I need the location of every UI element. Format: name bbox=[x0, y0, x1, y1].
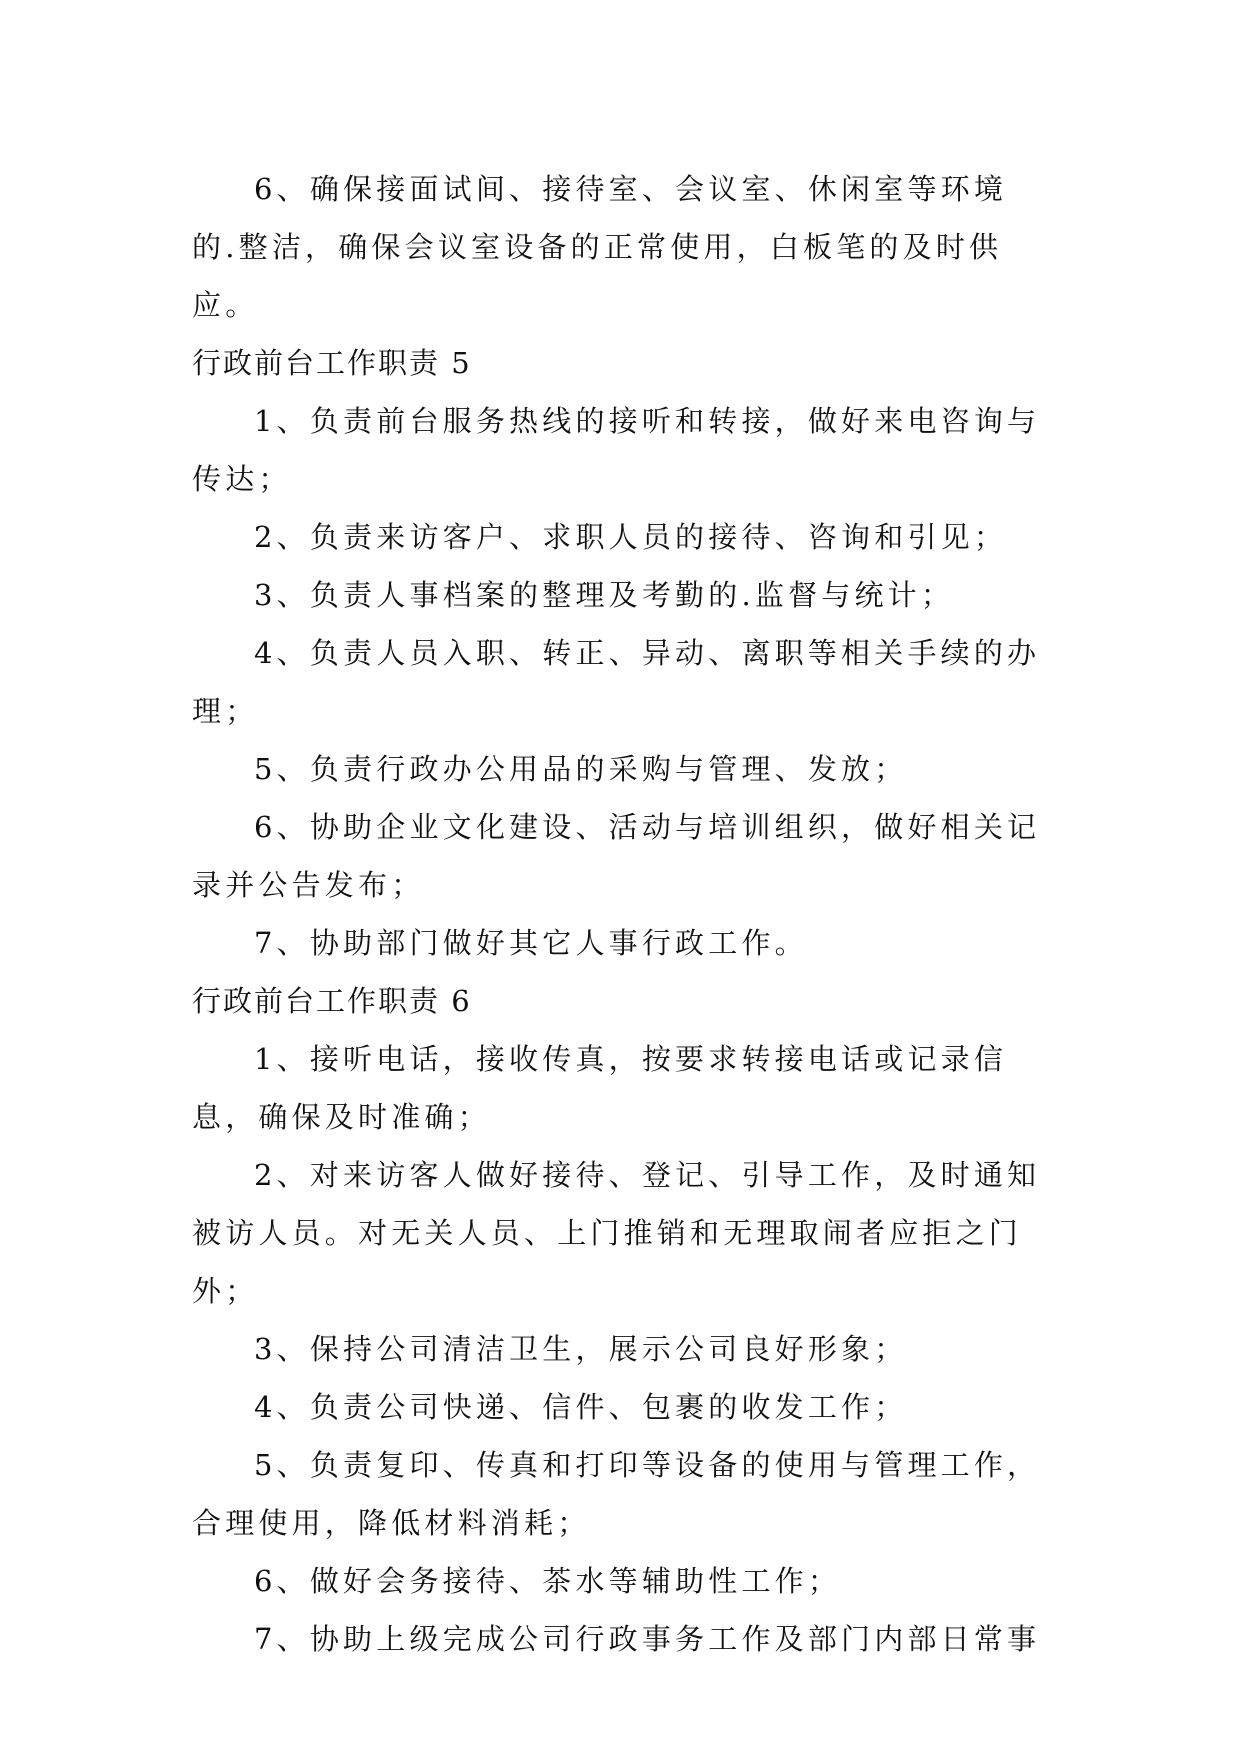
paragraph: 4、负责人员入职、转正、异动、离职等相关手续的办理； bbox=[192, 636, 1041, 728]
paragraph: 3、负责人事档案的整理及考勤的.监督与统计； bbox=[254, 578, 955, 612]
paragraph: 2、对来访客人做好接待、登记、引导工作，及时通知被访人员。对无关人员、上门推销和无理取闹者应拒之门外； bbox=[192, 1158, 1041, 1308]
paragraph: 5、负责复印、传真和打印等设备的使用与管理工作，合理使用，降低材料消耗； bbox=[192, 1448, 1041, 1540]
paragraph: 7、协助上级完成公司行政事务工作及部门内部日常事 bbox=[254, 1622, 1041, 1656]
paragraph: 1、负责前台服务热线的接听和转接，做好来电咨询与传达； bbox=[192, 404, 1041, 496]
document-body bbox=[192, 160, 1052, 1668]
paragraph: 6、确保接面试间、接待室、会议室、休闲室等环境的.整洁，确保会议室设备的正常使用，白板笔的及时供应。 bbox=[192, 172, 1008, 322]
paragraph: 6、协助企业文化建设、活动与培训组织，做好相关记录并公告发布； bbox=[192, 810, 1041, 902]
paragraph: 4、负责公司快递、信件、包裹的收发工作； bbox=[254, 1390, 908, 1424]
section-heading: 行政前台工作职责 5 bbox=[192, 346, 472, 380]
paragraph: 7、协助部门做好其它人事行政工作。 bbox=[254, 926, 808, 960]
paragraph: 2、负责来访客户、求职人员的接待、咨询和引见； bbox=[254, 520, 1008, 554]
paragraph: 6、做好会务接待、茶水等辅助性工作； bbox=[254, 1564, 842, 1598]
paragraph: 3、保持公司清洁卫生，展示公司良好形象； bbox=[254, 1332, 908, 1366]
section-heading: 行政前台工作职责 6 bbox=[192, 984, 472, 1018]
paragraph: 1、接听电话，接收传真，按要求转接电话或记录信息，确保及时准确； bbox=[192, 1042, 1008, 1134]
paragraph: 5、负责行政办公用品的采购与管理、发放； bbox=[254, 752, 908, 786]
